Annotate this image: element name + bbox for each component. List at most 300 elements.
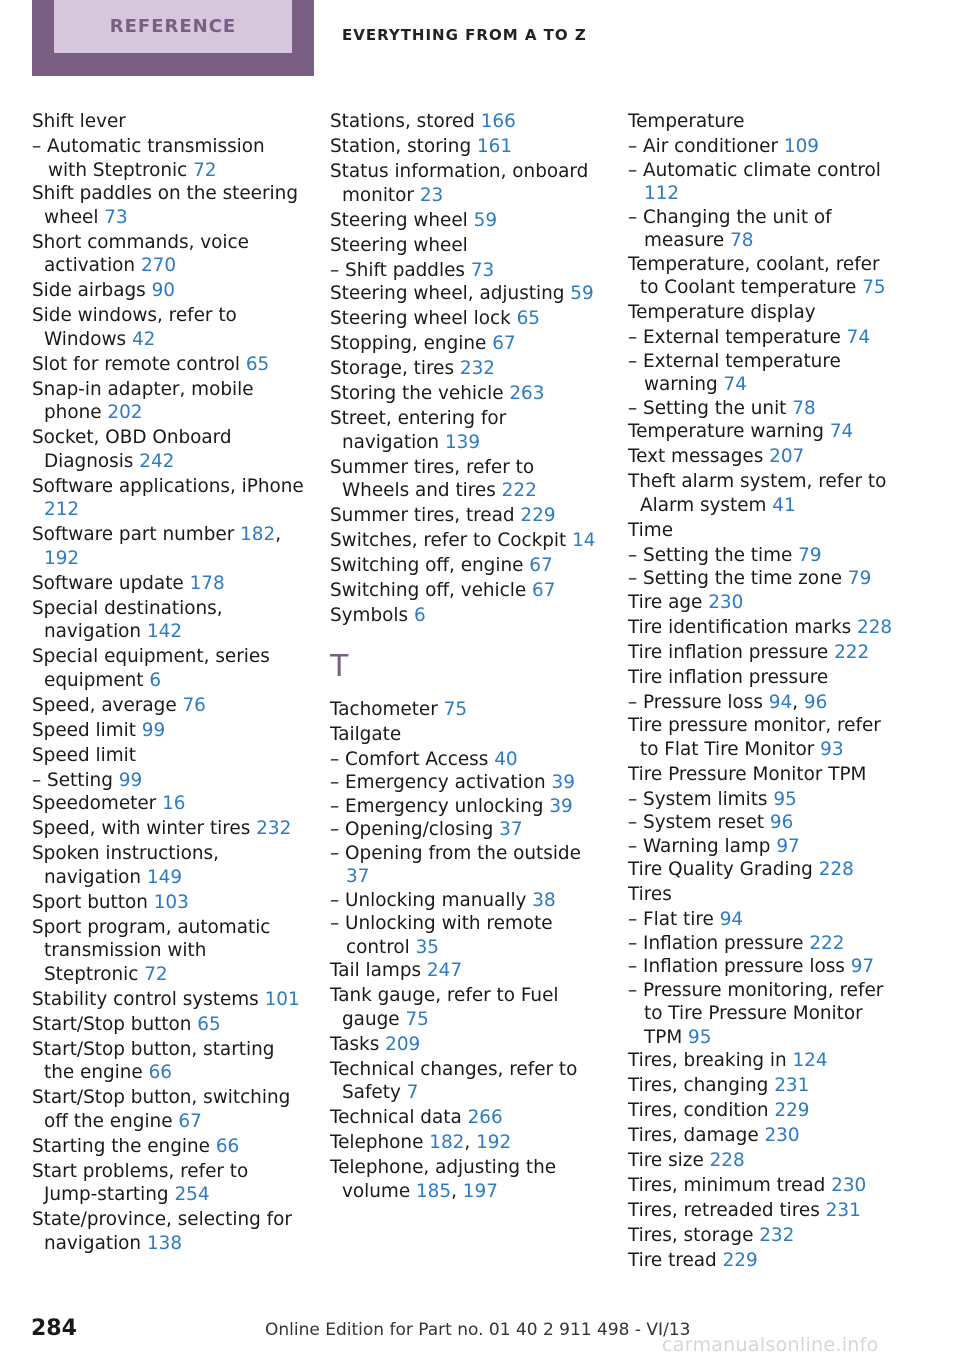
page-link[interactable]: 59 bbox=[473, 209, 498, 231]
index-entry bbox=[32, 916, 304, 987]
entry-text: Steering wheel bbox=[330, 234, 468, 256]
page-link[interactable]: 72 bbox=[193, 159, 217, 181]
index-subentry bbox=[330, 842, 602, 889]
entry-text: Telephone, adjusting the volume bbox=[330, 1157, 557, 1202]
page-link[interactable]: 166 bbox=[480, 111, 516, 132]
page-link[interactable]: 97 bbox=[776, 835, 800, 857]
index-column-2 bbox=[330, 110, 602, 1205]
entry-text: – Opening/closing bbox=[330, 819, 500, 840]
index-entry bbox=[330, 160, 602, 207]
index-entry bbox=[628, 858, 903, 882]
index-entry bbox=[330, 209, 602, 233]
index-entry bbox=[330, 110, 602, 134]
section-letter: T bbox=[330, 648, 349, 684]
index-entry bbox=[628, 616, 903, 640]
entry-text: Stations, stored bbox=[330, 111, 481, 132]
entry-text: Tasks bbox=[330, 1033, 386, 1055]
index-subentry bbox=[32, 769, 304, 793]
page-link[interactable]: 42 bbox=[131, 328, 156, 350]
index-entry bbox=[628, 1099, 903, 1123]
chapter-title: EVERYTHING FROM A TO Z bbox=[342, 26, 587, 44]
page-link[interactable]: 67 bbox=[532, 580, 556, 601]
page-link[interactable]: 74 bbox=[723, 374, 747, 395]
page-link[interactable]: 101 bbox=[264, 988, 300, 1010]
index-subentry bbox=[628, 135, 903, 159]
header-bar bbox=[0, 0, 960, 78]
entry-text: – Comfort Access bbox=[330, 748, 495, 770]
index-subentry bbox=[330, 889, 602, 913]
index-subentry bbox=[628, 544, 903, 568]
entry-text: Street, entering for navigation bbox=[330, 408, 507, 453]
page-link[interactable]: 103 bbox=[153, 891, 189, 913]
index-subentry bbox=[628, 979, 903, 1050]
entry-text: Tire age bbox=[628, 591, 709, 613]
index-entry bbox=[628, 1074, 903, 1098]
entry-text: Temperature warning bbox=[628, 421, 830, 442]
page-link[interactable]: 254 bbox=[174, 1184, 210, 1205]
entry-text: Tailgate bbox=[330, 723, 402, 745]
index-entry bbox=[32, 645, 304, 692]
entry-text: Speed limit bbox=[32, 719, 142, 741]
edition-footer: Online Edition for Part no. 01 40 2 911 498 - VI/13 bbox=[265, 1320, 691, 1340]
entry-text: Starting the engine bbox=[32, 1135, 216, 1157]
entry-text: – Changing the unit of measure bbox=[628, 206, 832, 251]
entry-text: Start/Stop button bbox=[32, 1013, 198, 1035]
index-entry bbox=[330, 407, 602, 454]
page-link[interactable]: 222 bbox=[501, 480, 537, 501]
page-link[interactable]: 228 bbox=[857, 616, 893, 638]
index-entry bbox=[330, 135, 602, 159]
page-link[interactable]: 182 bbox=[240, 524, 276, 545]
page-link[interactable]: 230 bbox=[831, 1175, 867, 1196]
entry-text: Shift paddles on the steering wheel bbox=[32, 183, 298, 228]
index-entry bbox=[330, 723, 602, 747]
entry-text: Speed limit bbox=[32, 744, 136, 766]
page-link[interactable]: 209 bbox=[385, 1033, 421, 1055]
index-entry bbox=[32, 1208, 304, 1255]
index-entry bbox=[330, 1033, 602, 1057]
entry-text: Storing the vehicle bbox=[330, 383, 510, 404]
entry-text: – Flat tire bbox=[628, 909, 720, 930]
index-entry bbox=[628, 666, 903, 690]
entry-text: Switches, refer to Cockpit bbox=[330, 530, 573, 551]
index-column-3 bbox=[628, 110, 903, 1274]
index-entry bbox=[628, 1174, 903, 1198]
page-link[interactable]: 270 bbox=[140, 255, 177, 276]
index-entry bbox=[32, 719, 304, 743]
page-link[interactable]: 78 bbox=[730, 230, 754, 251]
entry-text: Tires, damage bbox=[628, 1125, 765, 1146]
index-entry bbox=[628, 470, 903, 517]
entry-text: Speed, with winter tires bbox=[32, 818, 257, 839]
entry-text: Switching off, engine bbox=[330, 555, 530, 576]
page-link[interactable]: 222 bbox=[834, 641, 870, 663]
page-link[interactable]: 124 bbox=[792, 1050, 828, 1071]
page-link[interactable]: 138 bbox=[146, 1232, 183, 1254]
entry-text: Steering wheel lock bbox=[330, 308, 517, 329]
index-entry bbox=[32, 231, 304, 278]
index-entry bbox=[32, 572, 304, 596]
entry-text: Temperature, coolant, refer to Coolant temperature bbox=[628, 253, 880, 298]
entry-text: – Warning lamp bbox=[628, 835, 777, 857]
index-entry bbox=[330, 307, 602, 331]
entry-text: State/province, selecting for navigation bbox=[32, 1209, 292, 1254]
index-entry bbox=[628, 519, 903, 543]
index-entry bbox=[32, 744, 304, 768]
entry-text: – System limits bbox=[628, 788, 774, 810]
entry-text: Symbols bbox=[330, 605, 414, 626]
entry-text: – Inflation pressure bbox=[628, 932, 810, 954]
index-entry bbox=[628, 763, 903, 787]
page-link[interactable]: 109 bbox=[783, 136, 819, 157]
entry-text: Tires, retreaded tires bbox=[628, 1200, 826, 1221]
index-subentry bbox=[330, 795, 602, 819]
entry-text: Tire Pressure Monitor TPM bbox=[628, 763, 867, 785]
index-entry bbox=[330, 382, 602, 406]
page-link[interactable]: 39 bbox=[551, 772, 575, 793]
index-subentry bbox=[628, 206, 903, 253]
entry-text: Theft alarm system, refer to Alarm system bbox=[628, 471, 887, 516]
entry-text: Technical changes, refer to Safety bbox=[330, 1058, 578, 1103]
page-link[interactable]: 78 bbox=[792, 397, 816, 419]
index-entry bbox=[628, 445, 903, 469]
entry-text: – Setting bbox=[32, 769, 119, 791]
page-link[interactable]: 65 bbox=[245, 353, 270, 375]
index-entry bbox=[330, 282, 602, 306]
index-entry bbox=[32, 304, 304, 351]
page-link[interactable]: 232 bbox=[256, 818, 292, 839]
page-link[interactable]: 40 bbox=[494, 748, 518, 770]
entry-text: – Air conditioner bbox=[628, 136, 784, 157]
entry-text: Temperature display bbox=[628, 302, 816, 323]
entry-text: Stability control systems bbox=[32, 988, 265, 1010]
index-entry bbox=[628, 1199, 903, 1223]
page-link[interactable]: 67 bbox=[178, 1110, 202, 1132]
index-entry bbox=[330, 984, 602, 1031]
page-link[interactable]: 112 bbox=[644, 183, 680, 204]
entry-text: Software update bbox=[32, 572, 190, 594]
index-subentry bbox=[330, 771, 602, 795]
index-entry bbox=[330, 604, 602, 628]
page-link[interactable]: 75 bbox=[443, 698, 468, 720]
page-link[interactable]: 266 bbox=[467, 1107, 503, 1128]
entry-text: Tire tread bbox=[628, 1250, 723, 1271]
entry-text: Tires, breaking in bbox=[628, 1050, 793, 1071]
index-entry bbox=[628, 883, 903, 907]
page-link[interactable]: 74 bbox=[846, 327, 871, 348]
entry-text: Tire inflation pressure bbox=[628, 666, 829, 688]
index-entry bbox=[628, 1224, 903, 1248]
page-link[interactable]: 197 bbox=[462, 1180, 498, 1202]
index-entry: Telephone 182, 192 bbox=[330, 1132, 512, 1153]
page-link[interactable]: 142 bbox=[146, 621, 183, 642]
index-subentry bbox=[330, 912, 602, 959]
page-link[interactable]: 72 bbox=[144, 963, 168, 985]
page-link[interactable]: 229 bbox=[520, 505, 556, 526]
page-link[interactable]: 66 bbox=[148, 1062, 173, 1083]
page-link[interactable]: 230 bbox=[764, 1125, 800, 1146]
page-link[interactable]: 79 bbox=[798, 544, 822, 566]
entry-text: Station, storing bbox=[330, 136, 477, 157]
page-link[interactable]: 182 bbox=[429, 1132, 465, 1153]
index-entry bbox=[628, 591, 903, 615]
page-link[interactable]: 95 bbox=[773, 788, 797, 810]
page-link[interactable]: 73 bbox=[470, 259, 495, 281]
index-column-1 bbox=[32, 110, 304, 1257]
page-link[interactable]: 96 bbox=[803, 691, 828, 713]
entry-text: – Unlocking manually bbox=[330, 889, 533, 911]
page-link[interactable]: 231 bbox=[774, 1075, 810, 1096]
entry-text: Snap-in adapter, mobile phone bbox=[32, 378, 254, 423]
index-entry bbox=[330, 456, 602, 503]
entry-text: Switching off, vehicle bbox=[330, 580, 533, 601]
index-subentry bbox=[628, 811, 903, 835]
index-subentry: – Pressure loss 94, 96 bbox=[628, 691, 828, 713]
entry-text: Slot for remote control bbox=[32, 353, 246, 375]
index-subentry bbox=[628, 350, 903, 397]
index-entry bbox=[32, 1038, 304, 1085]
entry-text: Tank gauge, refer to Fuel gauge bbox=[330, 985, 559, 1030]
index-entry bbox=[32, 475, 304, 522]
index-entry bbox=[628, 1124, 903, 1148]
page-link[interactable]: 231 bbox=[825, 1200, 861, 1221]
index-subentry bbox=[628, 567, 903, 591]
entry-text: Summer tires, refer to Wheels and tires bbox=[330, 456, 535, 501]
index-entry bbox=[32, 988, 304, 1012]
entry-text: – Emergency unlocking bbox=[330, 795, 550, 817]
index-subentry bbox=[628, 955, 903, 979]
page-link[interactable]: 247 bbox=[426, 960, 463, 981]
entry-text: Speedometer bbox=[32, 793, 163, 814]
index-subentry bbox=[628, 326, 903, 350]
entry-text: Steering wheel bbox=[330, 209, 474, 231]
entry-text: Time bbox=[628, 519, 674, 541]
page-link[interactable]: 229 bbox=[722, 1250, 758, 1271]
entry-text: Tire Quality Grading bbox=[628, 859, 819, 880]
entry-text: – Unlocking with remote control bbox=[330, 913, 553, 958]
page-link[interactable]: 73 bbox=[104, 206, 128, 228]
index-subentry bbox=[628, 788, 903, 812]
index-subentry bbox=[330, 818, 602, 842]
entry-text: Text messages bbox=[628, 446, 770, 467]
page-link[interactable]: 192 bbox=[44, 547, 80, 569]
page-link[interactable]: 185 bbox=[415, 1180, 452, 1202]
entry-text: – Opening from the outside bbox=[330, 842, 581, 864]
index-entry bbox=[32, 1135, 304, 1159]
page-link[interactable]: 212 bbox=[44, 499, 80, 520]
index-entry bbox=[32, 694, 304, 718]
index-entry bbox=[330, 1058, 602, 1105]
entry-text: Storage, tires bbox=[330, 358, 460, 379]
page-link[interactable]: 96 bbox=[769, 812, 794, 833]
index-entry bbox=[330, 579, 602, 603]
index-entry bbox=[628, 1049, 903, 1073]
page-link[interactable]: 67 bbox=[529, 555, 553, 576]
entry-text: Tires bbox=[628, 884, 672, 905]
page-link[interactable]: 228 bbox=[709, 1150, 745, 1171]
page-link[interactable]: 242 bbox=[139, 450, 175, 472]
index-entry bbox=[330, 357, 602, 381]
page-link[interactable]: 75 bbox=[862, 277, 886, 298]
page-link[interactable]: 232 bbox=[759, 1225, 795, 1246]
index-entry: Software part number 182, 192 bbox=[32, 524, 282, 569]
page-link[interactable]: 6 bbox=[413, 605, 426, 626]
entry-text: Tire inflation pressure bbox=[628, 641, 835, 663]
page-link[interactable]: 94 bbox=[768, 691, 793, 713]
page-link[interactable]: 37 bbox=[499, 819, 523, 840]
entry-text: Sport button bbox=[32, 891, 154, 913]
page-link[interactable]: 97 bbox=[850, 956, 875, 977]
page-link[interactable]: 38 bbox=[532, 889, 556, 911]
page-link[interactable]: 66 bbox=[215, 1135, 240, 1157]
page-link[interactable]: 6 bbox=[149, 669, 162, 691]
page-link[interactable]: 139 bbox=[444, 431, 481, 453]
index-entry bbox=[32, 792, 304, 816]
entry-text: – Pressure loss bbox=[628, 691, 769, 713]
entry-text: Tire size bbox=[628, 1150, 710, 1171]
page-link[interactable]: 79 bbox=[847, 568, 872, 589]
index-entry bbox=[32, 1160, 304, 1207]
page-link[interactable]: 192 bbox=[476, 1132, 512, 1153]
page-link[interactable]: 59 bbox=[570, 283, 594, 304]
page-link[interactable]: 23 bbox=[419, 184, 444, 206]
index-subentry bbox=[330, 259, 602, 283]
page-link[interactable]: 99 bbox=[118, 769, 143, 791]
index-subentry bbox=[628, 397, 903, 421]
index-entry bbox=[330, 698, 602, 722]
index-subentry bbox=[628, 908, 903, 932]
index-entry bbox=[32, 597, 304, 644]
page-link[interactable]: 229 bbox=[774, 1100, 810, 1121]
page-link[interactable]: 222 bbox=[809, 932, 845, 954]
page-link[interactable]: 178 bbox=[189, 572, 225, 594]
page-link[interactable]: 149 bbox=[146, 866, 183, 888]
entry-text: Special equipment, series equipment bbox=[32, 646, 270, 691]
entry-text: Summer tires, tread bbox=[330, 505, 521, 526]
page-link[interactable]: 67 bbox=[492, 333, 516, 354]
index-entry bbox=[330, 529, 602, 553]
entry-text: Tire identification marks bbox=[628, 616, 858, 638]
entry-text: Tires, changing bbox=[628, 1075, 775, 1096]
index-subentry bbox=[628, 932, 903, 956]
entry-text: Socket, OBD Onboard Diagnosis bbox=[32, 427, 232, 472]
entry-text: Side airbags bbox=[32, 280, 152, 301]
entry-text: – External temperature warning bbox=[628, 350, 841, 395]
index-entry bbox=[628, 641, 903, 665]
entry-text: – Setting the time bbox=[628, 544, 799, 566]
page-link[interactable]: 99 bbox=[141, 719, 166, 741]
page-link[interactable]: 76 bbox=[182, 694, 206, 716]
page-link[interactable]: 263 bbox=[509, 383, 545, 404]
page-link[interactable]: 161 bbox=[476, 136, 513, 157]
entry-text: – Setting the time zone bbox=[628, 568, 848, 589]
index-entry bbox=[32, 1086, 304, 1133]
entry-text: Sport program, automatic transmission with Steptronic bbox=[32, 916, 271, 985]
page-link[interactable]: 232 bbox=[459, 358, 495, 379]
page-link[interactable]: 14 bbox=[572, 530, 596, 551]
entry-text: Tail lamps bbox=[330, 960, 427, 981]
page-link[interactable]: 90 bbox=[151, 280, 176, 301]
index-entry bbox=[32, 842, 304, 889]
entry-text: Stopping, engine bbox=[330, 333, 493, 354]
page-link[interactable]: 93 bbox=[820, 738, 844, 760]
entry-text: Side windows, refer to Windows bbox=[32, 305, 237, 350]
entry-text: Start/Stop button, starting the engine bbox=[32, 1038, 275, 1083]
entry-text: – Shift paddles bbox=[330, 259, 471, 281]
page-link[interactable]: 35 bbox=[415, 936, 439, 958]
index-subentry bbox=[628, 159, 903, 206]
page-link[interactable]: 37 bbox=[346, 866, 370, 887]
page-link[interactable]: 16 bbox=[162, 793, 186, 814]
reference-tab-inner bbox=[54, 0, 292, 53]
index-subentry bbox=[330, 748, 602, 772]
page-link[interactable]: 202 bbox=[107, 402, 143, 423]
reference-tab-label: REFERENCE bbox=[109, 16, 237, 37]
entry-text: Steering wheel, adjusting bbox=[330, 283, 571, 304]
index-entry bbox=[628, 301, 903, 325]
page-link[interactable]: 94 bbox=[719, 909, 744, 930]
watermark: carmanualsonline.info bbox=[662, 1334, 879, 1356]
entry-text: Speed, average bbox=[32, 694, 183, 716]
index-entry bbox=[628, 253, 903, 300]
page-link[interactable]: 207 bbox=[769, 446, 805, 467]
index-entry bbox=[330, 554, 602, 578]
index-subentry bbox=[32, 135, 304, 182]
entry-text: Tire pressure monitor, refer to Flat Tire Monitor bbox=[628, 715, 881, 760]
entry-text: Telephone bbox=[330, 1132, 430, 1153]
index-entry bbox=[330, 1106, 602, 1130]
entry-text: – Emergency activation bbox=[330, 772, 552, 793]
index-entry: Telephone, adjusting the volume 185, 197 bbox=[330, 1157, 557, 1202]
entry-text: Tires, condition bbox=[628, 1100, 775, 1121]
index-entry bbox=[32, 279, 304, 303]
index-entry bbox=[32, 817, 304, 841]
entry-text: Short commands, voice activation bbox=[32, 231, 249, 276]
index-entry bbox=[330, 332, 602, 356]
entry-text: Technical data bbox=[330, 1107, 468, 1128]
index-entry bbox=[628, 1249, 903, 1273]
page-link[interactable]: 74 bbox=[829, 421, 854, 442]
page-number: 284 bbox=[31, 1316, 77, 1341]
index-entry bbox=[32, 110, 304, 134]
index-entry bbox=[32, 891, 304, 915]
index-entry bbox=[330, 959, 602, 983]
entry-text: – Inflation pressure loss bbox=[628, 956, 851, 977]
page-link[interactable]: 228 bbox=[818, 859, 854, 880]
page-link[interactable]: 7 bbox=[406, 1082, 419, 1103]
entry-text: – Pressure monitoring, refer to Tire Pressure Monitor TPM bbox=[628, 979, 884, 1048]
index-entry bbox=[330, 504, 602, 528]
index-entry bbox=[32, 1013, 304, 1037]
page-link[interactable]: 65 bbox=[516, 308, 541, 329]
entry-text: – Automatic climate control bbox=[628, 159, 881, 181]
reference-tab[interactable] bbox=[32, 0, 314, 76]
page-link[interactable]: 75 bbox=[405, 1008, 429, 1030]
entry-text: – System reset bbox=[628, 812, 770, 833]
entry-text: Shift lever bbox=[32, 111, 126, 132]
entry-text: Software part number bbox=[32, 524, 241, 545]
page-link[interactable]: 230 bbox=[708, 591, 744, 613]
page-link[interactable]: 41 bbox=[772, 494, 796, 516]
entry-text: – External temperature bbox=[628, 327, 847, 348]
index-entry bbox=[330, 234, 602, 258]
index-entry bbox=[628, 110, 903, 134]
entry-text: Temperature bbox=[628, 111, 745, 132]
page-link[interactable]: 39 bbox=[549, 795, 573, 817]
page-link[interactable]: 95 bbox=[688, 1026, 712, 1048]
page-link[interactable]: 65 bbox=[197, 1013, 221, 1035]
entry-text: Start problems, refer to Jump-starting bbox=[32, 1160, 249, 1205]
